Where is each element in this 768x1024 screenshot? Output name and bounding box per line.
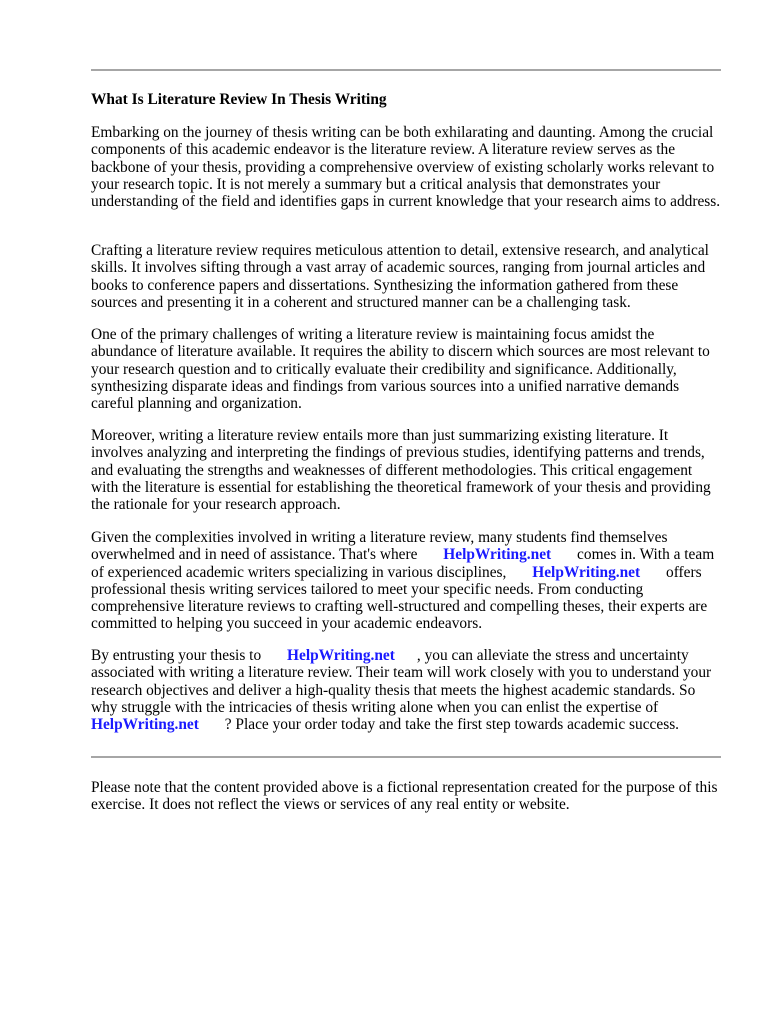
paragraph-text: comes in. With a team of experienced academic writers specializing in various disciplines, [91, 546, 715, 581]
disclaimer-note: Please note that the content provided above is a fictional representation created for the purpose of this exercise. It does not reflect the views or services of any real entity or website. [91, 779, 718, 814]
helpwriting-link[interactable]: HelpWriting.net [287, 647, 395, 664]
paragraph-challenges: One of the primary challenges of writing a literature review is maintaining focus amidst the abundance of literature available. It requires the ability to discern which sources are most relevant to your research question and to critically evaluate their credibility and significance. Additionally, synthesizing disparate ideas and findings from various sources into a unified narrative demands careful planning and organization. [91, 326, 710, 413]
helpwriting-link[interactable]: HelpWriting.net [91, 716, 199, 734]
paragraph-text: , you can alleviate the stress and uncertainty associated with writing a literature review. Their team will work closely with you to understand your research objectives and deliver a high-quality thesis that meets the highest academic standards. So why struggle with the intricacies of thesis writing alone when you can enlist the expertise of [91, 647, 712, 716]
paragraph-text: By entrusting your thesis to [91, 647, 262, 664]
paragraph-intro: Embarking on the journey of thesis writing can be both exhilarating and daunting. Among the crucial components of this academic endeavor is the literature review. A literature review serves as the backbone of your thesis, providing a comprehensive overview of existing scholarly works relevant to your research topic. It is not merely a summary but a critical analysis that demonstrates your understanding of the field and identifies gaps in current knowledge that your research aims to address. [91, 124, 721, 211]
top-divider [91, 69, 721, 71]
paragraph-moreover: Moreover, writing a literature review entails more than just summarizing existing literature. It involves analyzing and interpreting the findings of previous studies, identifying patterns and trends, and evaluating the strengths and weaknesses of different methodologies. This critical engagement with the literature is essential for establishing the theoretical framework of your thesis and providing the rationale for your research approach. [91, 427, 711, 514]
paragraph-crafting: Crafting a literature review requires meticulous attention to detail, extensive research, and analytical skills. It involves sifting through a vast array of academic sources, ranging from journal articles and books to conference papers and dissertations. Synthesizing the information gathered from these sources and presenting it in a coherent and structured manner can be a challenging task. [91, 242, 709, 311]
helpwriting-link[interactable]: HelpWriting.net [443, 546, 552, 564]
page-title: What Is Literature Review In Thesis Writing [91, 91, 387, 108]
paragraph-text: Given the complexities involved in writing a literature review, many students find themselves overwhelmed and in need of assistance. That's where [91, 529, 668, 564]
paragraph-text: ? Place your order today and take the first step towards academic success. [224, 716, 680, 734]
paragraph-text: offers professional thesis writing services tailored to meet your specific needs. From conducting comprehensive literature reviews to crafting well-structured and compelling theses, their experts are committed to helping you succeed in your academic endeavors. [91, 563, 708, 633]
paragraph-entrusting [91, 647, 721, 733]
bottom-divider [91, 756, 721, 758]
paragraph-assistance [91, 529, 721, 633]
helpwriting-link[interactable]: HelpWriting.net [532, 563, 641, 581]
